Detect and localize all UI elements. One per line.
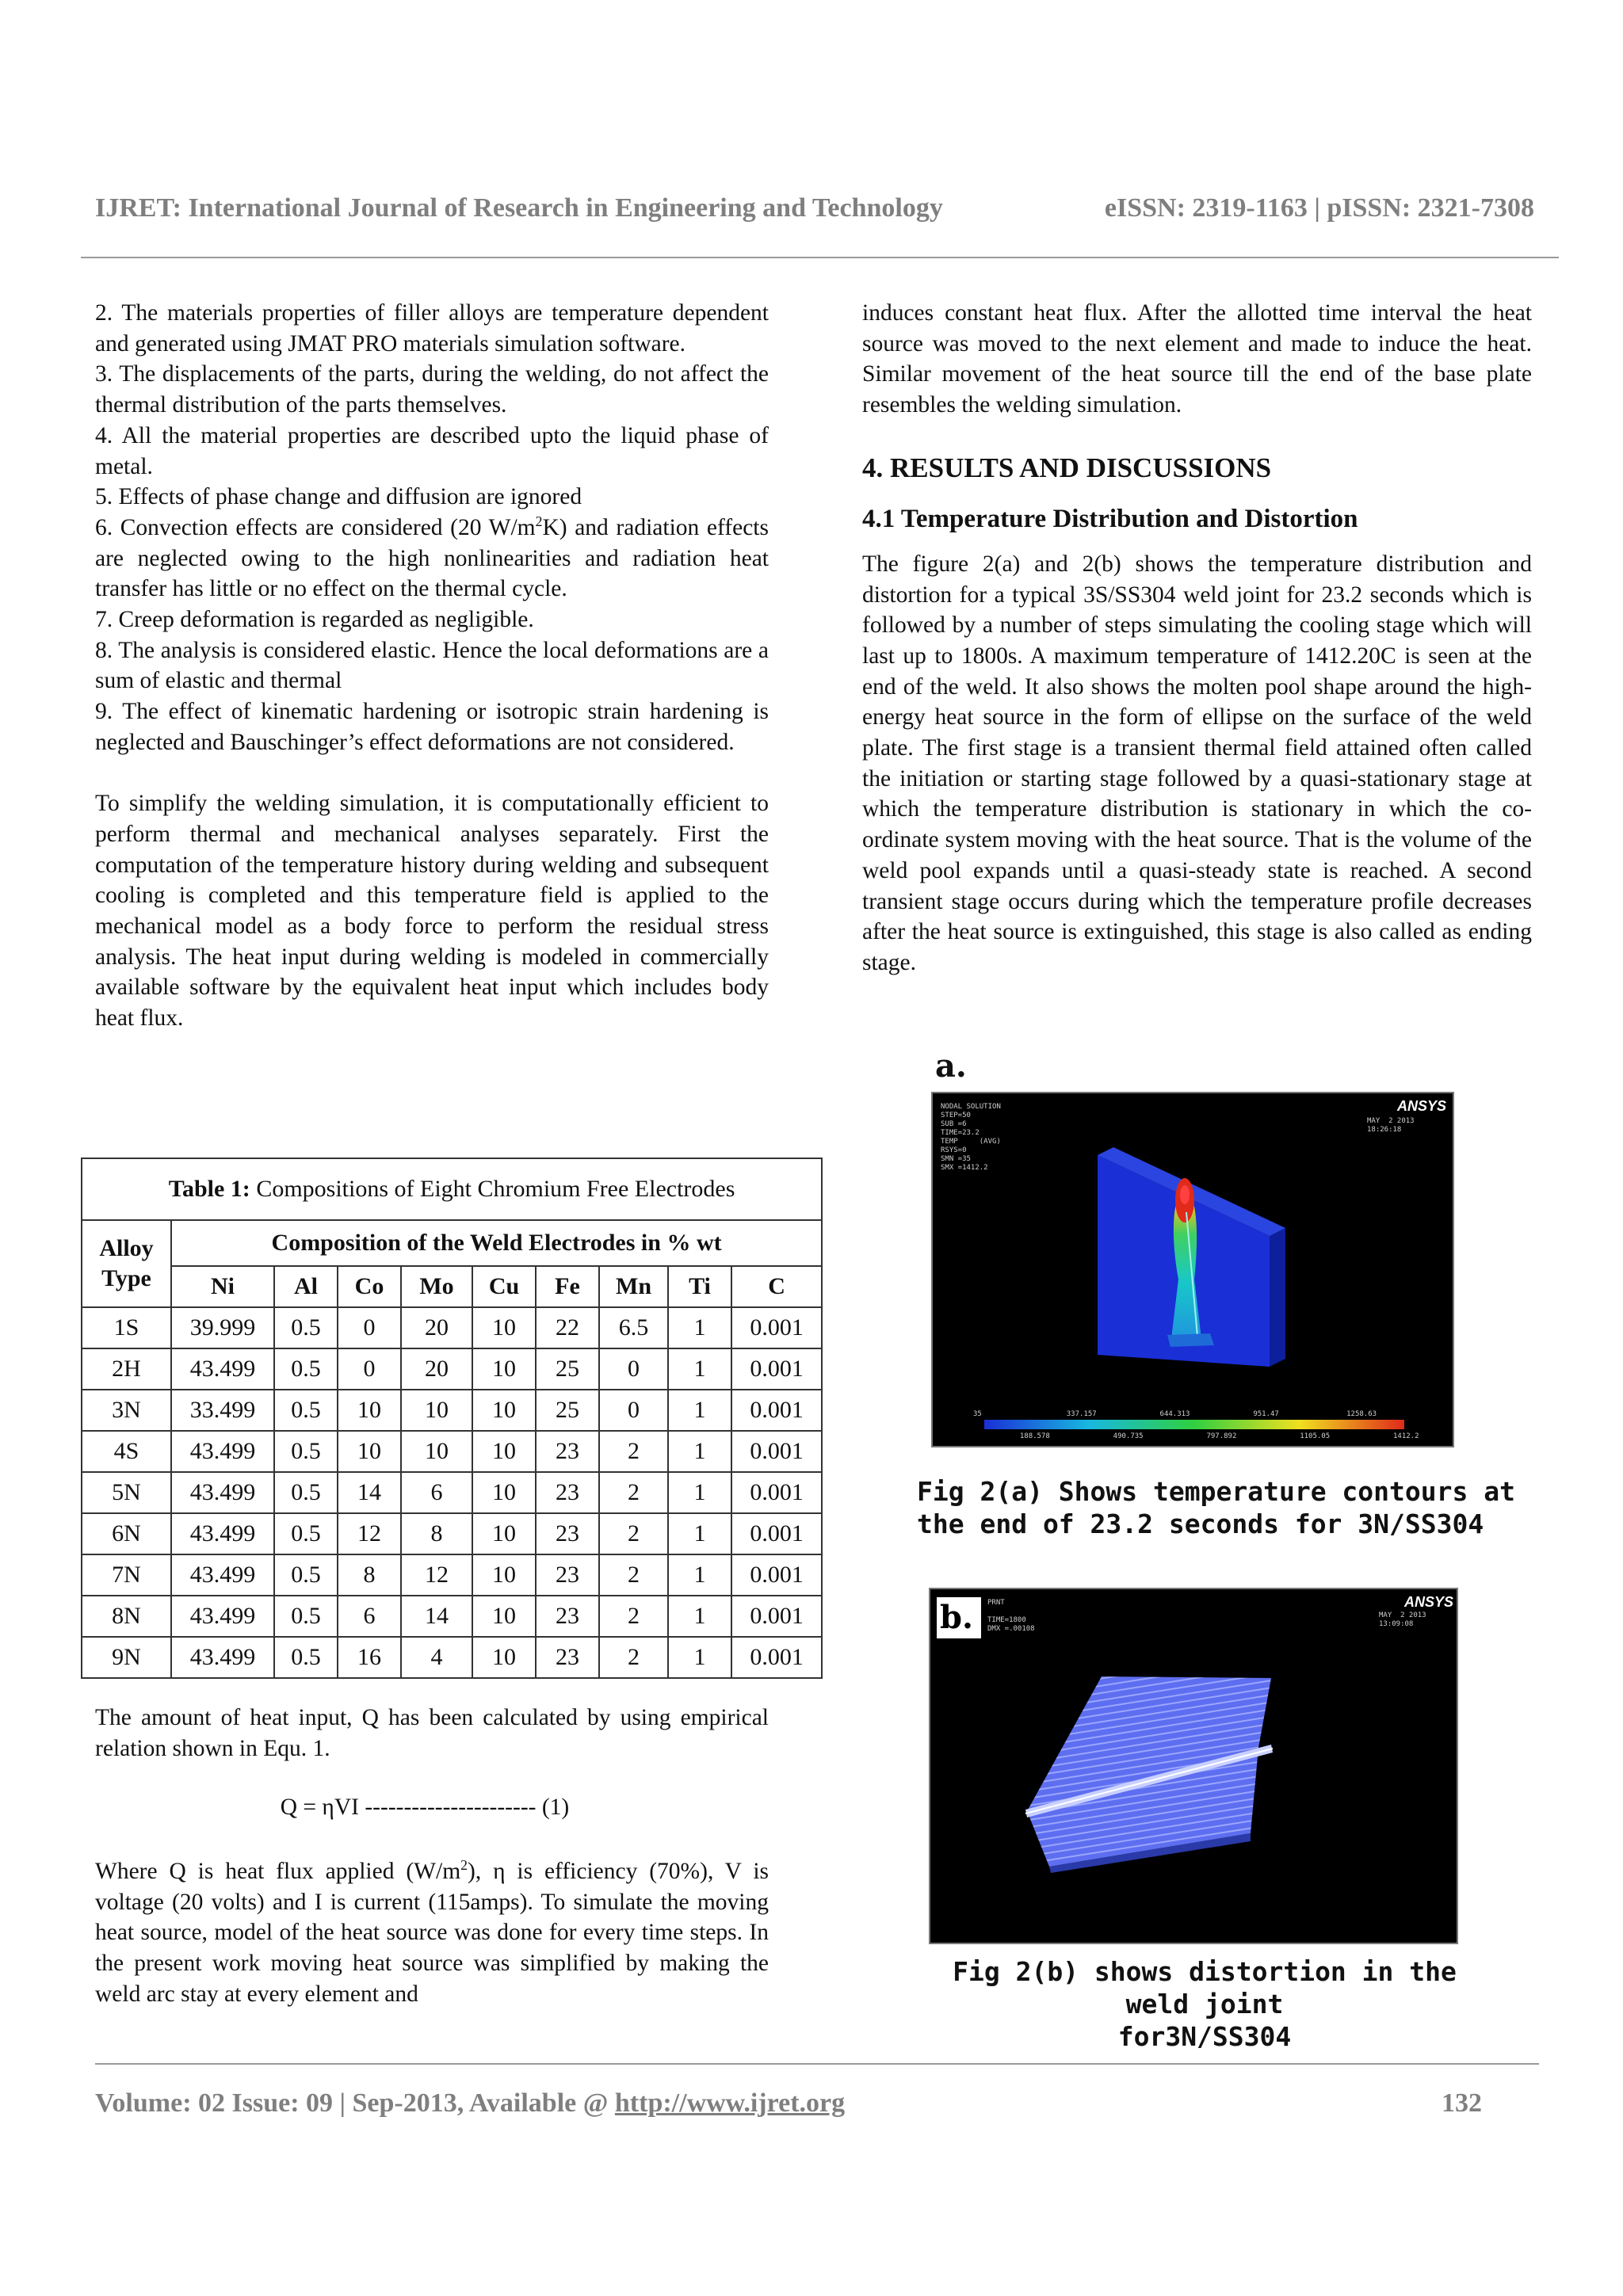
composition-cell: 10 (472, 1348, 536, 1390)
composition-table (81, 1158, 823, 1679)
legend-tick-label: 490.735 (1113, 1432, 1144, 1440)
composition-cell: 43.499 (171, 1554, 274, 1596)
assumption-3: 3. The displacements of the parts, during the welding, do not affect the thermal distribution of the parts themselves. (95, 361, 769, 418)
legend-tick-label: 1258.63 (1346, 1410, 1377, 1418)
composition-cell: 43.499 (171, 1596, 274, 1637)
composition-cell: 20 (401, 1348, 472, 1390)
alloy-type-cell: 9N (82, 1637, 171, 1678)
composition-cell: 10 (472, 1596, 536, 1637)
composition-cell: 22 (536, 1307, 599, 1348)
composition-cell: 43.499 (171, 1472, 274, 1513)
figure-b-info: PRNT TIME=1800 DMX =.00108 (987, 1599, 1035, 1633)
legend-tick-label: 337.157 (1066, 1410, 1097, 1418)
assumption-6 (95, 513, 769, 605)
assumption-2: 2. The materials properties of filler alloys are temperature dependent and generated using JMAT PRO materials simulation software. (95, 300, 769, 357)
composition-cell: 23 (536, 1596, 599, 1637)
heat-flux-pre: Where Q is heat flux applied (W/m (95, 1859, 461, 1884)
composition-cell: 0 (338, 1348, 401, 1390)
composition-cell: 1 (668, 1431, 731, 1472)
composition-cell: 8 (338, 1554, 401, 1596)
table-row (82, 1348, 822, 1390)
column-header: Al (274, 1266, 338, 1307)
composition-cell: 1 (668, 1390, 731, 1431)
table-row (82, 1390, 822, 1431)
composition-cell: 25 (536, 1348, 599, 1390)
running-header (95, 193, 1534, 223)
composition-cell: 20 (401, 1307, 472, 1348)
column-header: Ni (171, 1266, 274, 1307)
alloy-type-cell: 4S (82, 1431, 171, 1472)
composition-cell: 10 (472, 1554, 536, 1596)
composition-cell: 10 (472, 1513, 536, 1554)
alloy-type-cell: 2H (82, 1348, 171, 1390)
composition-cell: 23 (536, 1472, 599, 1513)
figure-2b-caption (927, 1955, 1482, 2053)
composition-cell: 10 (472, 1637, 536, 1678)
composition-cell: 0.5 (274, 1348, 338, 1390)
figure-a-date: MAY 2 2013 18:26:18 (1367, 1117, 1415, 1134)
assumption-4: 4. All the material properties are described upto the liquid phase of metal. (95, 422, 769, 479)
simulation-paragraph: To simplify the welding simulation, it is computationally efficient to perform thermal and mechanical analyses separately. First the computation of the temperature history during welding and subsequent cooling is completed and this temperature field is applied to the mechanical model as a body force to perform the residual stress analysis. The heat input during welding is modeled in commercially available software by the equivalent heat input which includes body heat flux. (95, 791, 769, 1032)
composition-cell: 0.001 (731, 1431, 822, 1472)
composition-cell: 6 (401, 1472, 472, 1513)
legend-tick-label: 1412.2 (1393, 1432, 1419, 1440)
composition-cell: 14 (401, 1596, 472, 1637)
legend-tick-label: 797.892 (1206, 1432, 1237, 1440)
composition-cell: 25 (536, 1390, 599, 1431)
table-row (82, 1596, 822, 1637)
composition-cell: 0 (599, 1348, 668, 1390)
composition-cell: 10 (338, 1431, 401, 1472)
column-header-row (82, 1266, 822, 1307)
column-header: Cu (472, 1266, 536, 1307)
right-column (862, 298, 1532, 978)
figure-2b-caption-line1: Fig 2(b) shows distortion in the weld joint (953, 1956, 1457, 2019)
composition-cell: 0 (338, 1307, 401, 1348)
assumption-6-pre: 6. Convection effects are considered (20 W/m (95, 514, 536, 540)
composition-cell: 2 (599, 1472, 668, 1513)
composition-cell: 23 (536, 1554, 599, 1596)
figure-2b-distortion (929, 1588, 1458, 1944)
composition-cell: 0.5 (274, 1554, 338, 1596)
journal-link[interactable]: http://www.ijret.org (614, 2088, 846, 2118)
composition-cell: 10 (472, 1390, 536, 1431)
composition-cell: 10 (401, 1390, 472, 1431)
composition-cell: 1 (668, 1307, 731, 1348)
composition-cell: 33.499 (171, 1390, 274, 1431)
table-row (82, 1637, 822, 1678)
assumption-8: 8. The analysis is considered elastic. Hence the local deformations are a sum of elastic and thermal (95, 637, 769, 694)
figure-a-info: NODAL SOLUTION STEP=50 SUB =6 TIME=23.2 TEMP (AVG) RSYS=0 SMN =35 SMX =1412.2 (941, 1103, 1001, 1172)
table-row (82, 1431, 822, 1472)
equation-1: Q = ηVI ---------------------- (1) (280, 1794, 570, 1820)
composition-cell: 10 (472, 1472, 536, 1513)
heat-flux-paragraph (95, 1856, 769, 2010)
alloy-type-cell: 3N (82, 1390, 171, 1431)
alloy-type-header: Alloy Type (82, 1220, 171, 1307)
table-row (82, 1554, 822, 1596)
figure-b-label: b. (940, 1599, 973, 1636)
journal-title: IJRET: International Journal of Research in Engineering and Technology (95, 193, 943, 223)
legend-tick-label: 188.578 (1019, 1432, 1050, 1440)
alloy-type-cell: 5N (82, 1472, 171, 1513)
composition-cell: 2 (599, 1596, 668, 1637)
subsection-heading: 4.1 Temperature Distribution and Distortion (862, 504, 1358, 533)
composition-cell: 0.5 (274, 1596, 338, 1637)
composition-cell: 0.001 (731, 1637, 822, 1678)
heat-flux-text (95, 1856, 769, 2010)
composition-cell: 0.5 (274, 1472, 338, 1513)
composition-cell: 10 (472, 1431, 536, 1472)
composition-cell: 1 (668, 1596, 731, 1637)
footer-volume-text: Volume: 02 Issue: 09 | Sep-2013, Available @ (95, 2088, 615, 2118)
page-number: 132 (1442, 2088, 1482, 2118)
figure-b-plot (930, 1589, 1457, 1943)
composition-cell: 16 (338, 1637, 401, 1678)
composition-cell: 39.999 (171, 1307, 274, 1348)
column-header: Fe (536, 1266, 599, 1307)
composition-cell: 2 (599, 1513, 668, 1554)
legend-tick-label: 951.47 (1253, 1410, 1279, 1418)
composition-cell: 0.001 (731, 1596, 822, 1637)
composition-cell: 23 (536, 1431, 599, 1472)
composition-cell: 4 (401, 1637, 472, 1678)
composition-cell: 43.499 (171, 1637, 274, 1678)
section-heading: 4. RESULTS AND DISCUSSIONS (862, 452, 1272, 483)
issn-text: eISSN: 2319-1163 | pISSN: 2321-7308 (1104, 193, 1534, 223)
composition-cell: 0.5 (274, 1307, 338, 1348)
composition-group-header: Composition of the Weld Electrodes in % wt (171, 1220, 822, 1266)
composition-cell: 12 (401, 1554, 472, 1596)
composition-cell: 0.5 (274, 1431, 338, 1472)
figure-2a-caption (917, 1475, 1551, 1540)
composition-cell: 14 (338, 1472, 401, 1513)
left-column (95, 298, 769, 1034)
composition-cell: 1 (668, 1472, 731, 1513)
composition-cell: 43.499 (171, 1431, 274, 1472)
table-caption (82, 1158, 822, 1220)
figure-b-date: MAY 2 2013 13:09:08 (1379, 1611, 1426, 1628)
composition-cell: 0.001 (731, 1554, 822, 1596)
figure-b-logo: ANSYS (1404, 1594, 1454, 1610)
composition-cell: 0.001 (731, 1307, 822, 1348)
column-header: Co (338, 1266, 401, 1307)
composition-cell: 0.001 (731, 1348, 822, 1390)
composition-cell: 0.001 (731, 1390, 822, 1431)
composition-cell: 0.001 (731, 1513, 822, 1554)
composition-cell: 0.001 (731, 1472, 822, 1513)
figure-a-plot (933, 1093, 1453, 1446)
composition-cell: 43.499 (171, 1348, 274, 1390)
column-header: Ti (668, 1266, 731, 1307)
composition-cell: 10 (338, 1390, 401, 1431)
composition-cell: 0.5 (274, 1637, 338, 1678)
composition-cell: 23 (536, 1637, 599, 1678)
composition-cell: 6.5 (599, 1307, 668, 1348)
composition-cell: 10 (401, 1431, 472, 1472)
composition-cell: 12 (338, 1513, 401, 1554)
composition-cell: 43.499 (171, 1513, 274, 1554)
column-header: Mo (401, 1266, 472, 1307)
assumption-6-sup: 2 (535, 513, 543, 530)
figure-2b-caption-line2: for3N/SS304 (1117, 2021, 1292, 2052)
composition-cell: 23 (536, 1513, 599, 1554)
composition-cell: 1 (668, 1513, 731, 1554)
header-rule (81, 257, 1559, 258)
assumption-9: 9. The effect of kinematic hardening or isotropic strain hardening is neglected and Bauschinger’s effect deformations are not considered. (95, 699, 769, 755)
table-row (82, 1513, 822, 1554)
footer-rule (95, 2063, 1539, 2065)
figure-2a-temperature-contours (931, 1092, 1454, 1447)
figure-2a-caption-line1: Fig 2(a) Shows temperature contours at (917, 1476, 1515, 1507)
page-footer (95, 2088, 1522, 2119)
alloy-type-cell: 1S (82, 1307, 171, 1348)
composition-cell: 1 (668, 1348, 731, 1390)
assumption-7: 7. Creep deformation is regarded as negligible. (95, 607, 534, 633)
results-paragraph: The figure 2(a) and 2(b) shows the temperature distribution and distortion for a typical 3S/SS304 weld joint for 23.2 seconds which is followed by a number of steps simulating the cooling stage which will last up to 1800s. A maximum temperature of 1412.20C is seen at the end of the weld. It also shows the molten pool shape around the high-energy heat source in the form of ellipse on the surface of the weld plate. The first stage is a transient thermal field attained often called the initiation or starting stage followed by a quasi-stationary stage at which the temperature distribution is stationary in which the co-ordinate system moving with the heat source. That is the volume of the weld pool expands until a quasi-steady state is reached. A second transient stage occurs during which the temperature profile decreases after the heat source is extinguished, this stage is also called as ending stage. (862, 551, 1532, 975)
composition-cell: 6 (338, 1596, 401, 1637)
composition-cell: 2 (599, 1637, 668, 1678)
heat-source-paragraph: induces constant heat flux. After the allotted time interval the heat source was moved to the next element and made to induce the heat. Similar movement of the heat source till the end of the base plate resembles the welding simulation. (862, 300, 1532, 418)
legend-tick-label: 35 (973, 1410, 982, 1418)
table-row (82, 1307, 822, 1348)
assumption-6-post: K) and radiation effects are neglected owing to the high nonlinearities and radiation heat transfer has little or no effect on the thermal cycle. (95, 514, 769, 602)
composition-cell: 1 (668, 1554, 731, 1596)
alloy-type-cell: 7N (82, 1554, 171, 1596)
legend-tick-label: 1105.05 (1300, 1432, 1331, 1440)
legend-tick-label: 644.313 (1159, 1410, 1190, 1418)
assumption-5: 5. Effects of phase change and diffusion are ignored (95, 484, 582, 510)
table-row (82, 1472, 822, 1513)
footer-volume (95, 2088, 845, 2119)
composition-cell: 0.5 (274, 1390, 338, 1431)
heat-flux-post: ), η is efficiency (70%), V is voltage (20 volts) and I is current (115amps). To simulate the moving heat source, model of the heat source was done for every time steps. In the present work moving heat source was simplified by making the weld arc stay at every element and (95, 1859, 769, 2007)
figure-2a-caption-line2: the end of 23.2 seconds for 3N/SS304 (917, 1508, 1484, 1539)
composition-cell: 8 (401, 1513, 472, 1554)
heat-input-paragraph: The amount of heat input, Q has been calculated by using empirical relation shown in Equ. 1. (95, 1705, 769, 1761)
column-header: C (731, 1266, 822, 1307)
composition-cell: 2 (599, 1431, 668, 1472)
heat-input-intro (95, 1703, 769, 1764)
composition-cell: 10 (472, 1307, 536, 1348)
heat-flux-sup: 2 (460, 1857, 468, 1874)
table-caption-label: Table 1: (168, 1176, 250, 1202)
table-caption-text: Compositions of Eight Chromium Free Electrodes (250, 1176, 735, 1202)
column-header: Mn (599, 1266, 668, 1307)
figure-a-logo: ANSYS (1397, 1098, 1447, 1114)
composition-cell: 1 (668, 1637, 731, 1678)
alloy-type-cell: 8N (82, 1596, 171, 1637)
alloy-type-cell: 6N (82, 1513, 171, 1554)
composition-cell: 0.5 (274, 1513, 338, 1554)
composition-cell: 2 (599, 1554, 668, 1596)
composition-cell: 0 (599, 1390, 668, 1431)
figure-a-label: a. (935, 1047, 967, 1085)
